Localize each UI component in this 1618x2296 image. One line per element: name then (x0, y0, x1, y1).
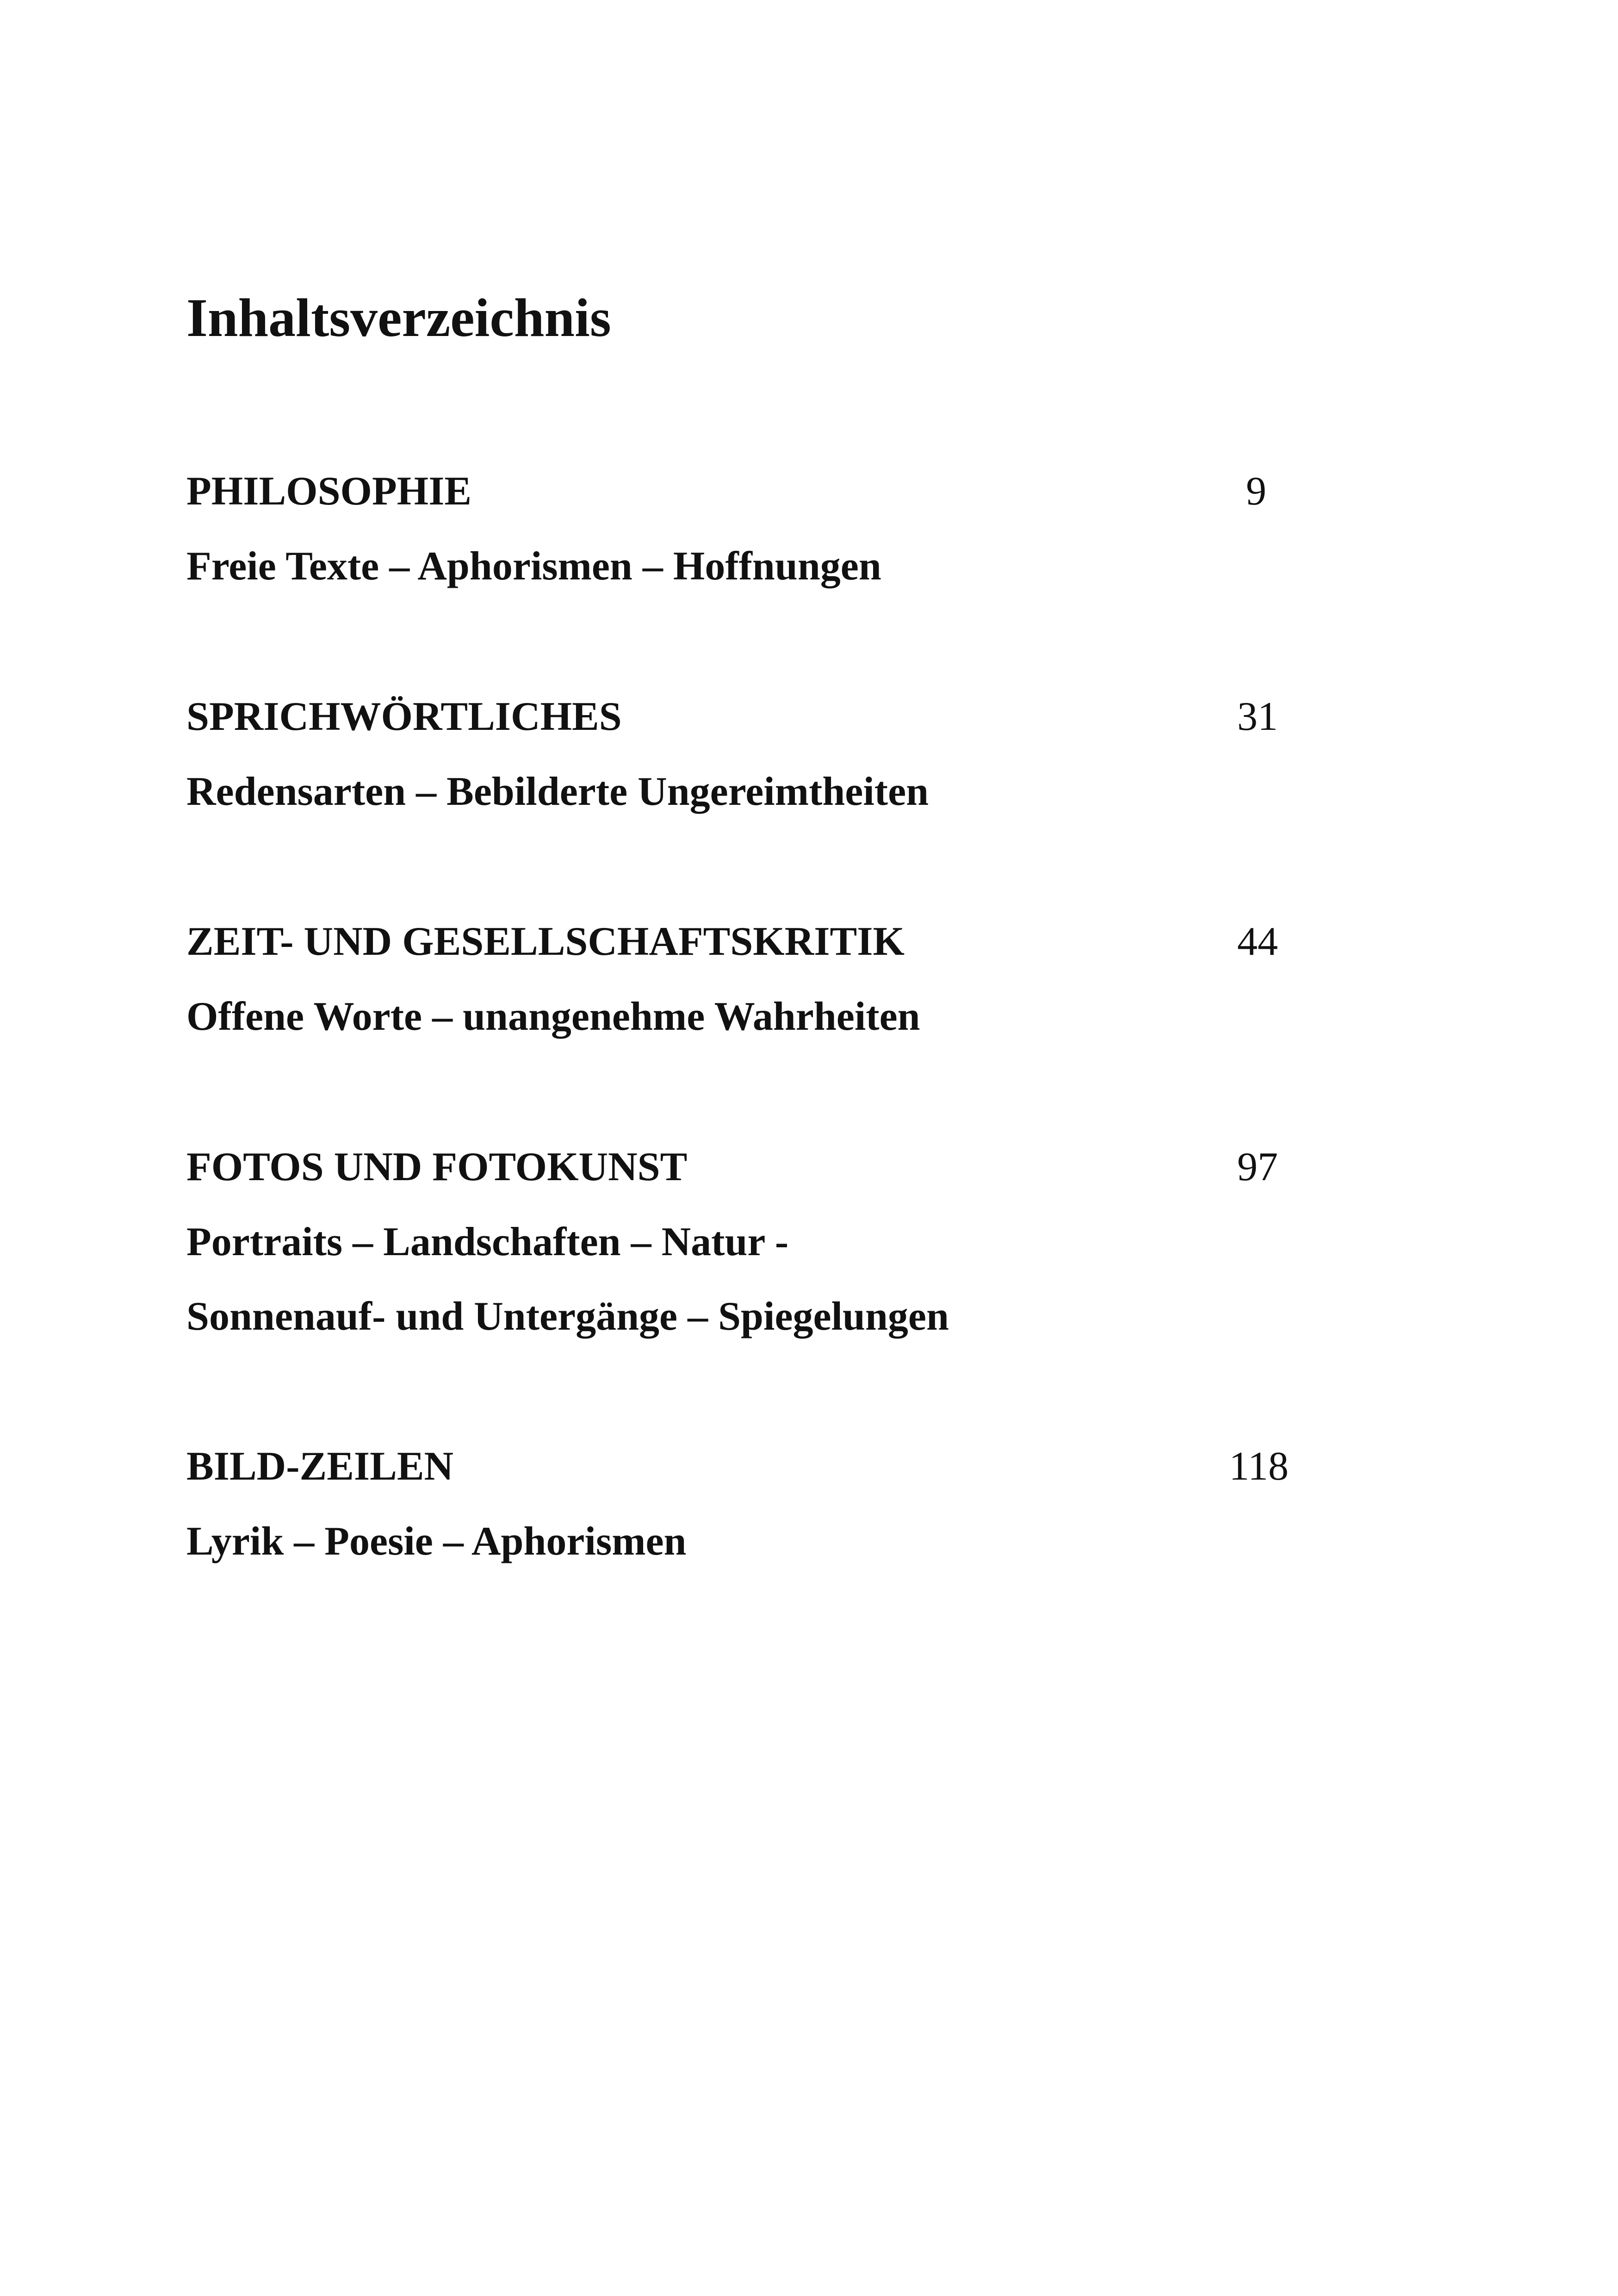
toc-entry-heading[interactable]: FOTOS UND FOTOKUNST (186, 1145, 688, 1189)
toc-entry-page-number: 97 (1237, 1145, 1278, 1189)
page-title: Inhaltsverzeichnis (186, 287, 611, 348)
toc-entry-heading[interactable]: SPRICHWÖRTLICHES (186, 694, 622, 739)
toc-entry-subtitle: Offene Worte – unangenehme Wahrheiten (186, 994, 920, 1039)
toc-entry-subtitle: Redensarten – Bebilderte Ungereimtheiten (186, 769, 929, 814)
toc-entry-subtitle: Freie Texte – Aphorismen – Hoffnungen (186, 544, 881, 589)
toc-entry-subtitle: Lyrik – Poesie – Aphorismen (186, 1519, 687, 1564)
toc-entry-page-number: 44 (1237, 919, 1278, 964)
toc-entry-page-number: 31 (1237, 694, 1278, 739)
toc-entry-heading[interactable]: ZEIT- UND GESELLSCHAFTSKRITIK (186, 919, 905, 964)
toc-entry-heading[interactable]: BILD-ZEILEN (186, 1444, 454, 1489)
toc-entry-page-number: 118 (1229, 1444, 1289, 1489)
toc-entry-heading[interactable]: PHILOSOPHIE (186, 469, 472, 514)
toc-entry-subtitle: Sonnenauf- und Untergänge – Spiegelungen (186, 1294, 949, 1339)
toc-entry-subtitle: Portraits – Landschaften – Natur - (186, 1220, 789, 1264)
toc-entry-page-number: 9 (1246, 469, 1266, 514)
